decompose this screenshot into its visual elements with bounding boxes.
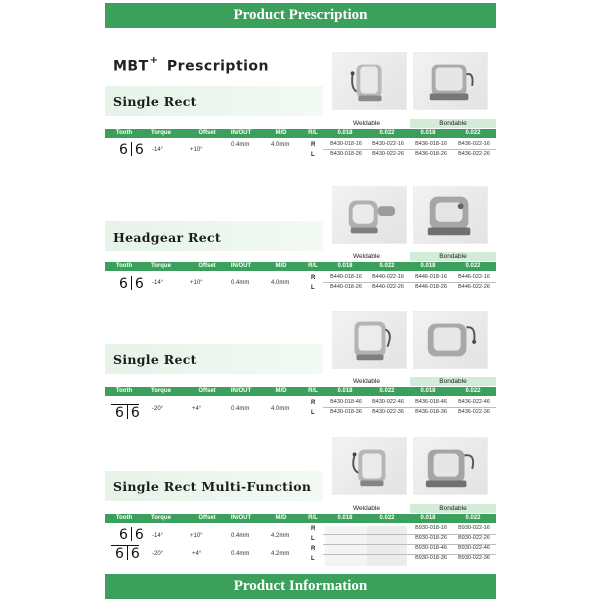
col-w022: 0.022 bbox=[379, 263, 395, 269]
section-title: Headgear Rect bbox=[113, 230, 221, 245]
col-rl: R/L bbox=[308, 515, 318, 521]
col-md: M/D bbox=[275, 515, 287, 521]
section-single-rect-2 bbox=[105, 311, 496, 421]
col-w022: 0.022 bbox=[379, 515, 395, 521]
empty-weldable-cell bbox=[325, 526, 367, 566]
bondable-label: Bondable bbox=[410, 252, 496, 261]
col-b018: 0.018 bbox=[420, 263, 436, 269]
weldable-bracket-photo bbox=[332, 186, 407, 244]
col-b022: 0.022 bbox=[465, 263, 481, 269]
col-b018: 0.018 bbox=[420, 515, 436, 521]
rl-l: L bbox=[311, 556, 315, 562]
torque-value: -14° bbox=[152, 147, 164, 153]
code-cell: B440-022-16 bbox=[372, 274, 404, 280]
tooth-number bbox=[119, 527, 144, 543]
col-w018: 0.018 bbox=[337, 130, 353, 136]
table-header bbox=[105, 262, 496, 271]
col-tooth: Tooth bbox=[115, 130, 133, 136]
col-tooth: Tooth bbox=[115, 388, 133, 394]
weldable-label: Weldable bbox=[353, 253, 380, 260]
bondable-label: Bondable bbox=[410, 504, 496, 513]
col-w018: 0.018 bbox=[337, 515, 353, 521]
inout-value: 0.4mm bbox=[231, 142, 250, 148]
bondable-bracket-photo bbox=[413, 437, 488, 495]
code-cell: B440-018-16 bbox=[330, 274, 362, 280]
empty-weldable-cell bbox=[367, 526, 407, 566]
inout-value: 0.4mm bbox=[231, 551, 250, 557]
bondable-label: Bondable bbox=[410, 119, 496, 128]
col-offset: Offset bbox=[198, 130, 216, 136]
code-cell: B446-022-26 bbox=[458, 284, 490, 290]
col-rl: R/L bbox=[308, 130, 318, 136]
weldable-bracket-photo bbox=[332, 437, 407, 495]
bondable-bracket-photo bbox=[413, 311, 488, 369]
top-banner-label: Product Prescription bbox=[233, 7, 368, 23]
rl-l: L bbox=[311, 410, 315, 416]
code-cell: B430-022-36 bbox=[372, 409, 404, 415]
weldable-label: Weldable bbox=[353, 378, 380, 385]
inout-value: 0.4mm bbox=[231, 533, 250, 539]
code-cell: B440-022-26 bbox=[372, 284, 404, 290]
rl-r: R bbox=[311, 526, 316, 532]
bondable-label: Bondable bbox=[410, 377, 496, 386]
code-cell: B436-018-46 bbox=[415, 399, 447, 405]
code-cell: B930-022-46 bbox=[458, 545, 490, 551]
tooth-right: 6 bbox=[130, 546, 140, 562]
type-row bbox=[323, 504, 496, 513]
weldable-bracket-photo bbox=[332, 311, 407, 369]
tooth-right: 6 bbox=[134, 276, 144, 292]
brand-suffix: Prescription bbox=[166, 58, 270, 75]
col-md: M/D bbox=[275, 388, 287, 394]
col-offset: Offset bbox=[198, 515, 216, 521]
row-divider bbox=[323, 282, 496, 283]
type-row bbox=[323, 377, 496, 386]
tooth-number bbox=[119, 142, 144, 158]
code-cell: B430-018-46 bbox=[330, 399, 362, 405]
col-w022: 0.022 bbox=[379, 130, 395, 136]
col-offset: Offset bbox=[198, 388, 216, 394]
type-row bbox=[323, 252, 496, 261]
code-cell: B930-022-16 bbox=[458, 525, 490, 531]
rl-r: R bbox=[311, 546, 316, 552]
col-torque: Torque bbox=[151, 515, 171, 521]
rl-l: L bbox=[311, 285, 315, 291]
brand-name: MBT bbox=[113, 58, 149, 75]
offset-value: +10° bbox=[190, 533, 203, 539]
torque-value: -20° bbox=[152, 406, 164, 412]
table-header bbox=[105, 514, 496, 523]
rl-r: R bbox=[311, 275, 316, 281]
col-torque: Torque bbox=[151, 388, 171, 394]
code-cell: B436-018-16 bbox=[415, 141, 447, 147]
code-cell: B440-018-26 bbox=[330, 284, 362, 290]
col-b022: 0.022 bbox=[465, 388, 481, 394]
code-cell: B930-018-16 bbox=[415, 525, 447, 531]
col-b018: 0.018 bbox=[420, 130, 436, 136]
code-cell: B446-018-26 bbox=[415, 284, 447, 290]
code-cell: B930-018-36 bbox=[415, 555, 447, 561]
col-md: M/D bbox=[275, 130, 287, 136]
torque-value: -14° bbox=[152, 533, 164, 539]
rl-r: R bbox=[311, 142, 316, 148]
code-cell: B930-022-36 bbox=[458, 555, 490, 561]
col-inout: IN/OUT bbox=[230, 515, 252, 521]
tooth-right: 6 bbox=[134, 142, 144, 158]
tooth-right: 6 bbox=[130, 405, 140, 421]
md-value: 4.0mm bbox=[271, 142, 290, 148]
code-cell: B430-022-26 bbox=[372, 151, 404, 157]
section-single-rect-1 bbox=[105, 52, 496, 162]
tooth-number bbox=[115, 405, 140, 421]
code-cell: B430-022-16 bbox=[372, 141, 404, 147]
code-cell: B430-018-16 bbox=[330, 141, 362, 147]
rl-r: R bbox=[311, 400, 316, 406]
offset-value: +4° bbox=[192, 406, 202, 412]
section-multi-function bbox=[105, 437, 496, 567]
col-md: M/D bbox=[275, 263, 287, 269]
col-b022: 0.022 bbox=[465, 130, 481, 136]
torque-value: -20° bbox=[152, 551, 164, 557]
md-value: 4.2mm bbox=[271, 551, 290, 557]
code-cell: B930-022-26 bbox=[458, 535, 490, 541]
code-cell: B446-018-16 bbox=[415, 274, 447, 280]
section-title: Single Rect bbox=[113, 94, 197, 109]
tooth-left: 6 bbox=[119, 142, 128, 158]
brand-sup: + bbox=[149, 55, 159, 66]
bottom-banner-label: Product Information bbox=[233, 578, 368, 594]
tooth-right: 6 bbox=[134, 527, 144, 543]
tooth-number bbox=[119, 276, 144, 292]
md-value: 4.2mm bbox=[271, 533, 290, 539]
col-w022: 0.022 bbox=[379, 388, 395, 394]
rl-l: L bbox=[311, 152, 315, 158]
col-rl: R/L bbox=[308, 388, 318, 394]
table-header bbox=[105, 387, 496, 396]
inout-value: 0.4mm bbox=[231, 406, 250, 412]
col-torque: Torque bbox=[151, 263, 171, 269]
col-w018: 0.018 bbox=[337, 388, 353, 394]
section-title: Single Rect Multi-Function bbox=[113, 479, 312, 494]
tooth-left: 6 bbox=[119, 276, 128, 292]
rl-l: L bbox=[311, 536, 315, 542]
col-b022: 0.022 bbox=[465, 515, 481, 521]
code-cell: B930-018-46 bbox=[415, 545, 447, 551]
section-title: Single Rect bbox=[113, 352, 197, 367]
offset-value: +4° bbox=[192, 551, 202, 557]
col-b018: 0.018 bbox=[420, 388, 436, 394]
code-cell: B930-018-26 bbox=[415, 535, 447, 541]
type-row bbox=[323, 119, 496, 128]
row-divider bbox=[323, 149, 496, 150]
tooth-left: 6 bbox=[115, 405, 124, 421]
code-cell: B436-022-26 bbox=[458, 151, 490, 157]
md-value: 4.0mm bbox=[271, 406, 290, 412]
offset-value: +10° bbox=[190, 280, 203, 286]
code-cell: B430-018-26 bbox=[330, 151, 362, 157]
weldable-bracket-photo bbox=[332, 52, 407, 110]
col-torque: Torque bbox=[151, 130, 171, 136]
tooth-number bbox=[115, 546, 140, 562]
code-cell: B430-018-36 bbox=[330, 409, 362, 415]
code-cell: B436-018-26 bbox=[415, 151, 447, 157]
col-w018: 0.018 bbox=[337, 263, 353, 269]
col-tooth: Tooth bbox=[115, 515, 133, 521]
row-divider bbox=[323, 407, 496, 408]
bondable-bracket-photo bbox=[413, 186, 488, 244]
offset-value: +10° bbox=[190, 147, 203, 153]
code-cell: B430-022-46 bbox=[372, 399, 404, 405]
code-cell: B436-022-36 bbox=[458, 409, 490, 415]
code-cell: B436-022-16 bbox=[458, 141, 490, 147]
torque-value: -14° bbox=[152, 280, 164, 286]
weldable-label: Weldable bbox=[353, 120, 380, 127]
col-offset: Offset bbox=[198, 263, 216, 269]
table-header bbox=[105, 129, 496, 138]
bottom-banner bbox=[105, 574, 496, 599]
code-cell: B446-022-16 bbox=[458, 274, 490, 280]
md-value: 4.0mm bbox=[271, 280, 290, 286]
tooth-left: 6 bbox=[119, 527, 128, 543]
weldable-label: Weldable bbox=[353, 505, 380, 512]
col-tooth: Tooth bbox=[115, 263, 133, 269]
col-inout: IN/OUT bbox=[230, 263, 252, 269]
bondable-bracket-photo bbox=[413, 52, 488, 110]
top-banner bbox=[105, 3, 496, 28]
col-inout: IN/OUT bbox=[230, 388, 252, 394]
inout-value: 0.4mm bbox=[231, 280, 250, 286]
section-headgear-rect bbox=[105, 186, 496, 296]
code-cell: B436-018-36 bbox=[415, 409, 447, 415]
col-inout: IN/OUT bbox=[230, 130, 252, 136]
tooth-left: 6 bbox=[115, 546, 124, 562]
col-rl: R/L bbox=[308, 263, 318, 269]
code-cell: B436-022-46 bbox=[458, 399, 490, 405]
